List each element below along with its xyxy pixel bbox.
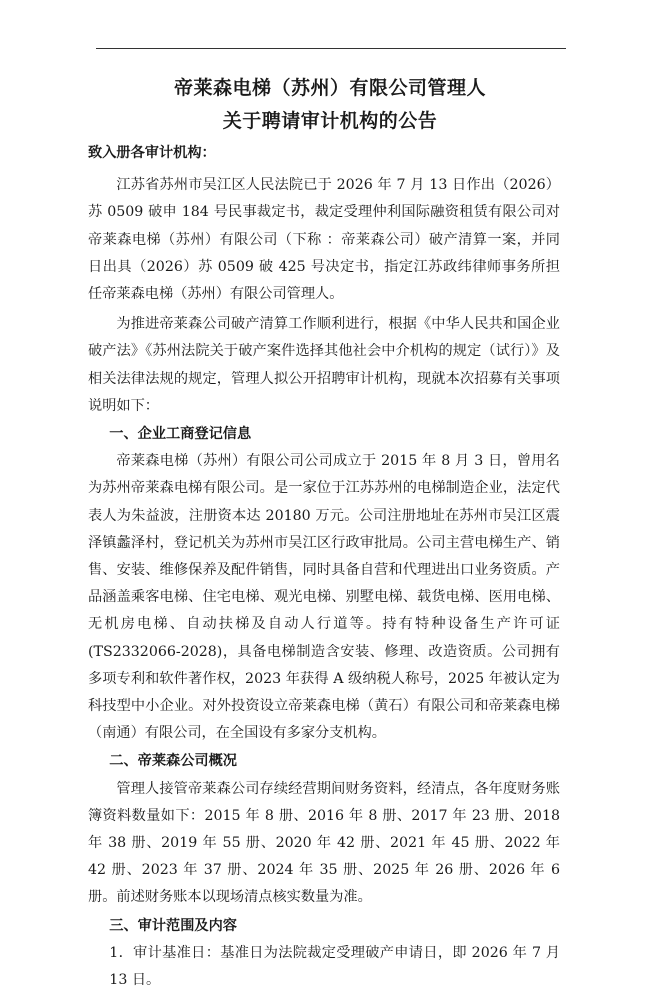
addressee: 致入册各审计机构： [88,145,216,161]
header-rule [96,48,566,49]
section-heading-3: 三、审计范围及内容 [109,917,237,934]
list-item-audit-base-date: 1．审计基准日：基准日为法院裁定受理破产申请日，即 2026 年 7 月 13 日。 [109,944,560,989]
paragraph-company-registration: 帝莱森电梯（苏州）有限公司公司成立于 2015 年 8 月 3 日，曾用名为苏州帝莱森电梯有限公司。是一家位于江苏苏州的电梯制造企业，法定代表人为朱益波，注册资本达 20180 万元。公司注册地址在苏州市吴江区震泽镇蠡泽村，登记机关为苏州市吴江区行政审批局。公司主营电梯生产、销售、安装、维修保养及配件销售，同时具备自营和代理进出口业务资质。产品涵盖乘客电梯、住宅电梯、观光电梯、别墅电梯、载货电梯、医用电梯、无机房电梯、自动扶梯及自动人行道等。持有特种设备生产许可证(TS2332066-2028)，具备电梯制造含安装、修理、改造资质。公司拥有多项专利和软件著作权，2023 年获得 A 级纳税人称号，2025 年被认定为科技型中小企业。对外投资设立帝莱森电梯（黄石）有限公司和帝莱森电梯（南通）有限公司，在全国设有多家分支机构。 [88,453,560,742]
title-line-1: 帝莱森电梯（苏州）有限公司管理人 [173,77,486,99]
section-heading-2: 二、帝莱森公司概况 [109,753,237,770]
section-heading-1: 一、企业工商登记信息 [109,426,252,443]
document-body [88,140,560,994]
paragraph-purpose: 为推进帝莱森公司破产清算工作顺利进行，根据《中华人民共和国企业破产法》《苏州法院关于破产案件选择其他社会中介机构的规定（试行）》及相关法律法规的规定，管理人拟公开招聘审计机构，现就本次招募有关事项说明如下： [88,316,560,414]
paragraph-company-overview: 管理人接管帝莱森公司存续经营期间财务资料，经清点，各年度财务账簿资料数量如下：2015 年 8 册、2016 年 8 册、2017 年 23 册、2018 年 38 册、2019 年 55 册、2020 年 42 册、2021 年 45 册、2022 年 42 册、2023 年 37 册、2024 年 35 册、2025 年 26 册、2026 年 6 册。前述财务账本以现场清点核实数量为准。 [88,780,560,906]
title-line-2: 关于聘请审计机构的公告 [222,110,438,132]
paragraph-court-ruling: 江苏省苏州市吴江区人民法院已于 2026 年 7 月 13 日作出（2026）苏 0509 破申 184 号民事裁定书，裁定受理仲利国际融资租赁有限公司对帝莱森电梯（苏州）有限公司（下称 ：帝莱森公司）破产清算一案，并同日出具（2026）苏 0509 破 425 号决定书，指定江苏政纬律师事务所担任帝莱森电梯（苏州）有限公司管理人。 [88,177,560,303]
